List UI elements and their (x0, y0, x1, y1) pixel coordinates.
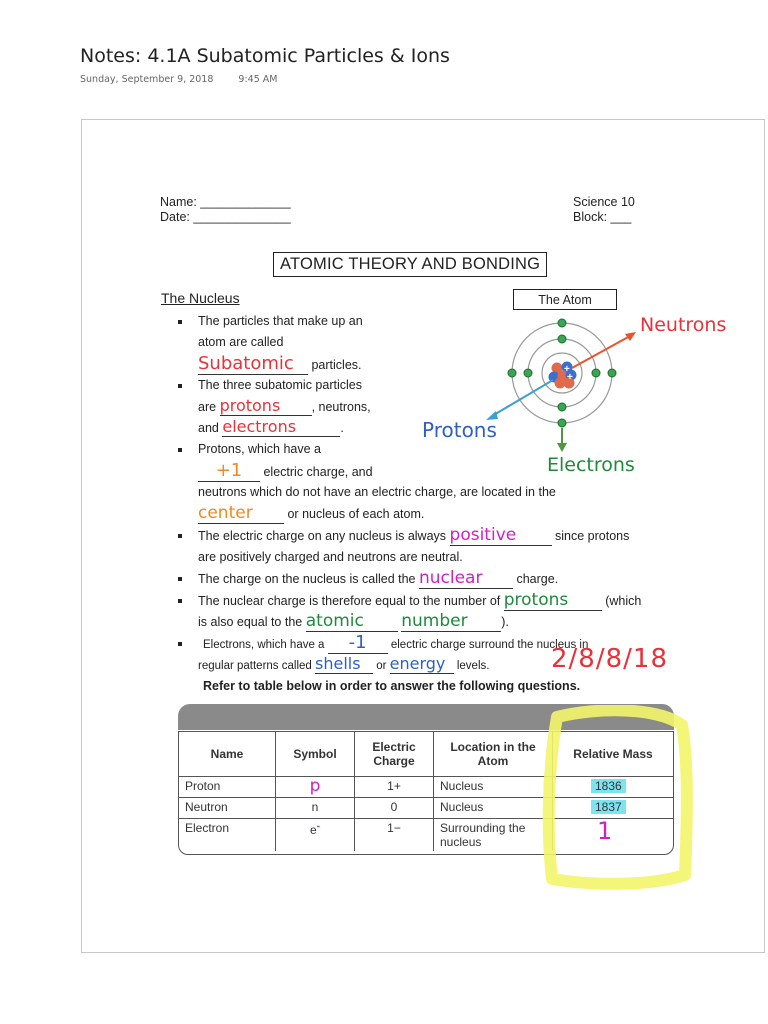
text-fragment: regular patterns called (198, 660, 312, 672)
section-title: The Nucleus (161, 290, 240, 306)
cell-symbol: n (276, 797, 355, 818)
bullet-3-line-3: neutrons which do not have an electric charge, are located in the (198, 485, 556, 499)
cell-charge: 1− (355, 818, 434, 851)
answer-center: center (198, 503, 284, 524)
answer-subatomic: Subatomic (198, 353, 308, 375)
atom-diagram-title: The Atom (513, 289, 617, 310)
mass-text: 1836 (591, 779, 626, 793)
block-field: Block: ___ (573, 210, 632, 224)
text-fragment: or nucleus of each atom. (287, 507, 425, 521)
electron-config-annotation: 2/8/8/18 (551, 644, 668, 674)
answer-minus-one: -1 (328, 632, 388, 654)
answer-protons: protons (220, 396, 312, 416)
name-field: Name: _____________ (160, 195, 291, 209)
bullet-3-line-1: Protons, which have a (198, 442, 321, 456)
cell-name: Neutron (179, 797, 276, 818)
answer-electrons: electrons (222, 417, 340, 437)
worksheet-title: ATOMIC THEORY AND BONDING (273, 252, 547, 277)
cell-name: Electron (179, 818, 276, 851)
svg-text:+: + (567, 372, 573, 383)
bullet-1-line-3 (198, 353, 362, 375)
text-fragment: levels. (456, 660, 490, 672)
text-fragment: particles. (311, 358, 362, 372)
bullet-5-line-1 (198, 568, 558, 589)
table-instructions: Refer to table below in order to answer the following questions. (203, 679, 581, 693)
symbol-text: e (309, 822, 317, 837)
text-fragment: (which (605, 594, 642, 608)
mass-text: 1 (597, 816, 613, 845)
cell-name: Proton (179, 776, 276, 797)
cell-location: Nucleus (434, 776, 553, 797)
col-location: Location in the Atom (434, 732, 553, 776)
cell-symbol (276, 818, 355, 851)
bullet-4-line-2: are positively charged and neutrons are neutral. (198, 550, 463, 564)
text-fragment: The nuclear charge is therefore equal to the number of (198, 594, 501, 608)
bullet-3-line-4 (198, 503, 424, 524)
bullet-7-line-2 (198, 654, 489, 674)
cell-location: Nucleus (434, 797, 553, 818)
page-title: Notes: 4.1A Subatomic Particles & Ions (80, 45, 450, 67)
label-neutrons: Neutrons (640, 314, 727, 336)
symbol-text: p (309, 775, 321, 796)
page-time: 9:45 AM (238, 74, 278, 85)
text-fragment: , neutrons, (311, 400, 371, 414)
cell-charge: 1+ (355, 776, 434, 797)
bullet-7-line-1 (203, 632, 588, 654)
text-fragment: Electrons, which have a (203, 639, 325, 651)
answer-nuclear: nuclear (419, 568, 513, 589)
mass-text: 1837 (591, 800, 626, 814)
nucleus (549, 362, 577, 389)
text-fragment: since protons (555, 529, 630, 543)
text-fragment: The electric charge on any nucleus is always (198, 529, 447, 543)
bullet-2-line-3: and electrons . (198, 417, 344, 436)
bullet-1-line-1: The particles that make up an (198, 314, 363, 328)
col-name: Name (179, 732, 276, 776)
label-electrons: Electrons (547, 454, 635, 476)
cell-symbol (276, 776, 355, 797)
text-fragment: electric charge surround the nucleus in (390, 639, 589, 651)
text-fragment: or (376, 660, 387, 672)
highlighter-loop (537, 705, 697, 895)
svg-text:+: + (564, 364, 570, 375)
course-label: Science 10 (573, 195, 635, 209)
text-fragment: and (198, 421, 219, 435)
cell-location: Surrounding the nucleus (434, 818, 553, 851)
bullet-3-line-2 (198, 460, 373, 482)
answer-atomic: atomic (306, 611, 398, 632)
bullet-2-line-2 (198, 396, 371, 416)
bullet-6-line-2: is also equal to the atomic number ). (198, 611, 509, 631)
bullet-4-line-1 (198, 525, 629, 546)
cell-charge: 0 (355, 797, 434, 818)
text-fragment: electric charge, and (263, 465, 373, 479)
page-timestamp (80, 74, 299, 85)
col-mass: Relative Mass (553, 732, 674, 776)
answer-energy: energy (390, 654, 454, 674)
bullet-6-line-1 (198, 590, 641, 611)
answer-shells: shells (315, 654, 373, 674)
col-charge: Electric Charge (355, 732, 434, 776)
answer-number: number (401, 611, 501, 632)
page-date: Sunday, September 9, 2018 (80, 74, 214, 85)
col-symbol: Symbol (276, 732, 355, 776)
text-fragment: are (198, 400, 217, 414)
answer-positive: positive (450, 525, 552, 546)
worksheet-page (81, 119, 765, 953)
superscript-minus: - (316, 820, 321, 832)
answer-protons-2: protons (504, 590, 602, 611)
text-fragment: charge. (516, 572, 559, 586)
answer-plus-one: +1 (198, 460, 260, 482)
date-field: Date: ______________ (160, 210, 291, 224)
bullet-2-line-1: The three subatomic particles (198, 378, 362, 392)
label-protons: Protons (422, 418, 497, 442)
text-fragment: is also equal to the (198, 615, 303, 629)
text-fragment: The charge on the nucleus is called the (198, 572, 416, 586)
bullet-1-line-2: atom are called (198, 335, 284, 349)
